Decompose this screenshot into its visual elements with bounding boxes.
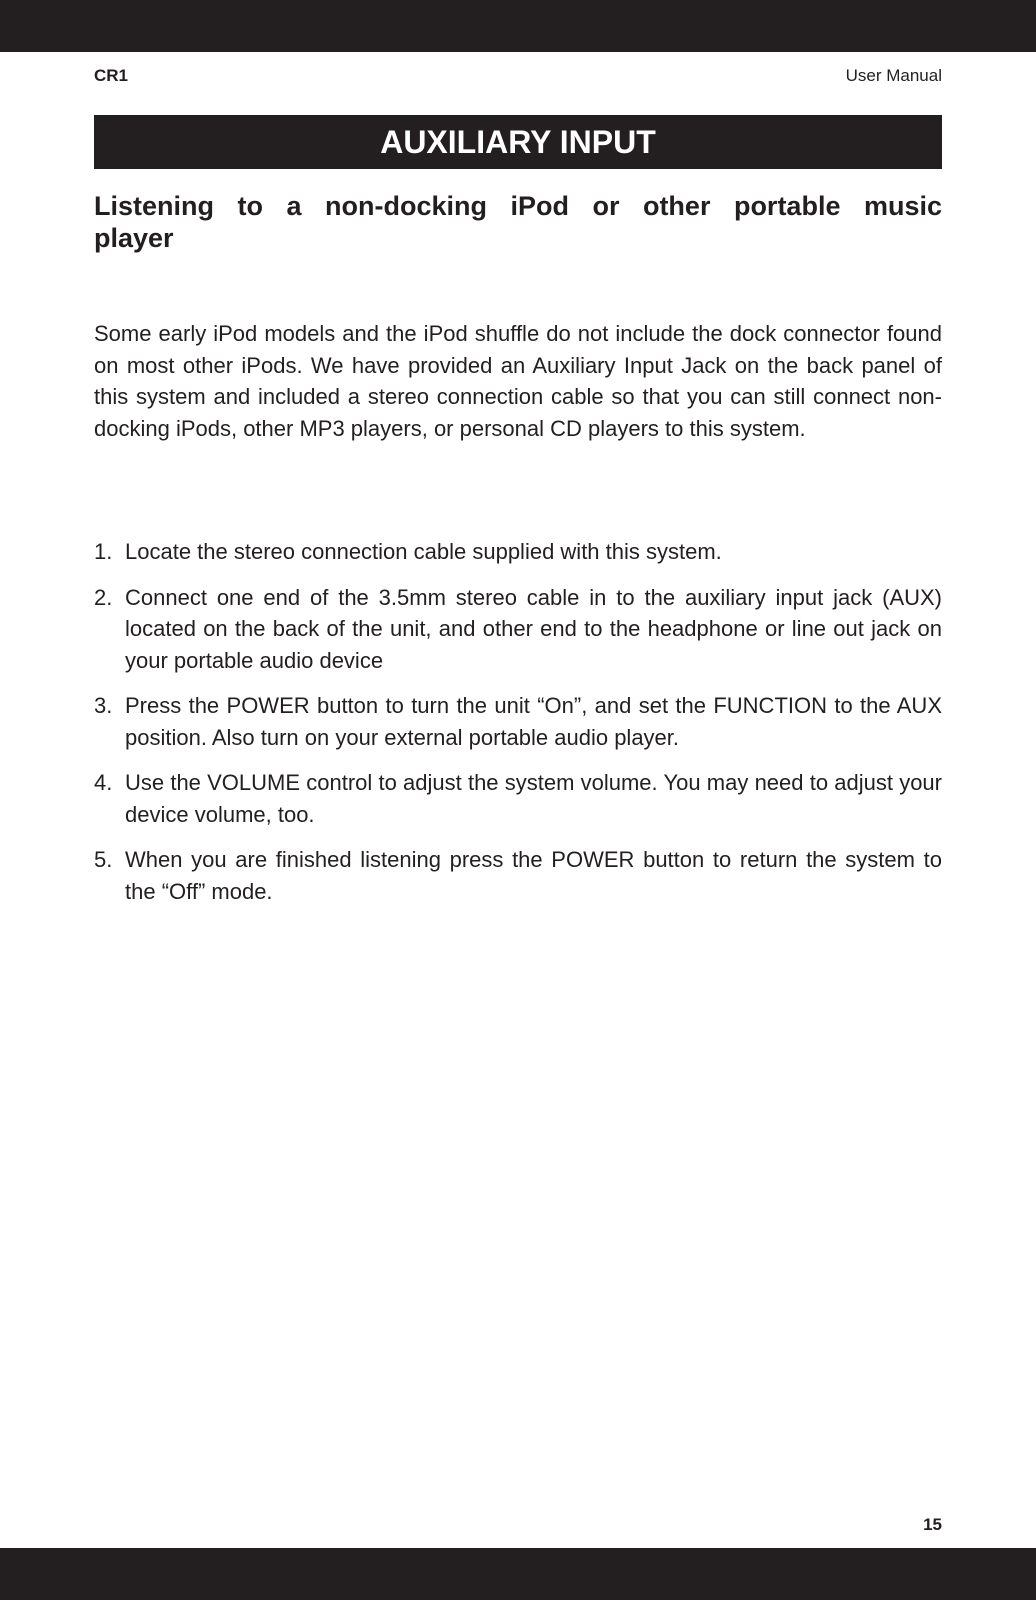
- bottom-border-bar: [0, 1548, 1036, 1600]
- page-number: 15: [923, 1515, 942, 1534]
- step-item: [94, 767, 942, 830]
- step-item: [94, 844, 942, 907]
- section-title: AUXILIARY INPUT: [94, 115, 942, 169]
- top-border-bar: [0, 0, 1036, 52]
- step-number: 5.: [94, 847, 113, 872]
- step-text: Press the POWER button to turn the unit “On”, and set the FUNCTION to the AUX position. Also turn on your external portable audio player.: [125, 693, 942, 750]
- step-number: 4.: [94, 770, 113, 795]
- step-number: 1.: [94, 539, 113, 564]
- section-subtitle: Listening to a non-docking iPod or other portable music player: [94, 191, 942, 253]
- instruction-steps: [94, 536, 942, 921]
- step-item: [94, 690, 942, 753]
- step-text: Use the VOLUME control to adjust the system volume. You may need to adjust your device volume, too.: [125, 770, 942, 827]
- step-number: 2.: [94, 584, 113, 610]
- intro-paragraph: Some early iPod models and the iPod shuffle do not include the dock connector found on most other iPods. We have provided an Auxiliary Input Jack on the back panel of this system and included a stereo connection cable so that you can still connect non-docking iPods, other MP3 players, or personal CD players to this system.: [94, 321, 942, 441]
- step-number: 3.: [94, 693, 113, 718]
- model-name: CR1: [94, 66, 129, 85]
- step-item: [94, 536, 942, 568]
- document-type: User Manual: [845, 66, 942, 85]
- step-text: Connect one end of the 3.5mm stereo cable in to the auxiliary input jack (AUX) located on the back of the unit, and other end to the headphone or line out jack on your portable audio device: [125, 584, 942, 673]
- step-item: [94, 582, 942, 677]
- step-text: Locate the stereo connection cable supplied with this system.: [125, 539, 722, 564]
- step-text: When you are finished listening press the POWER button to return the system to the “Off” mode.: [125, 847, 942, 904]
